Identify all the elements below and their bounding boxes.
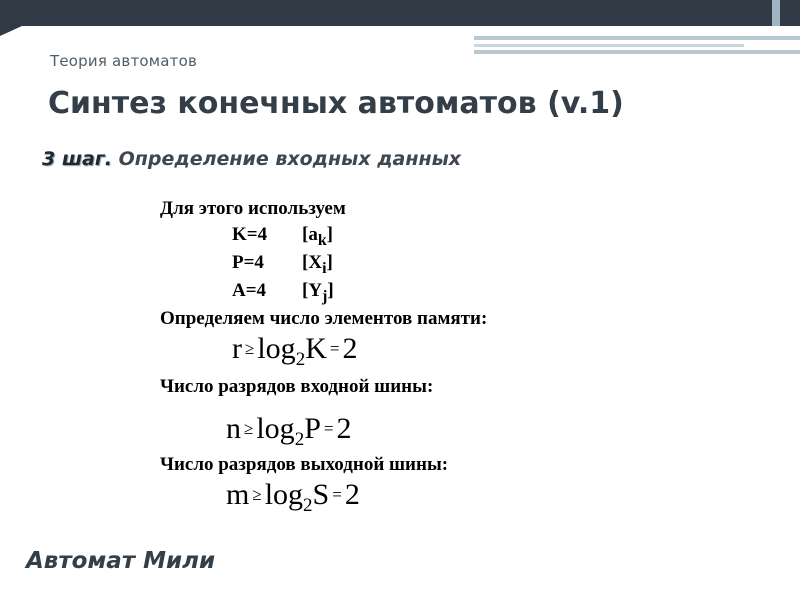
output-formula: $m \ge \log_2S = 2$	[226, 478, 360, 516]
output-label: Число разрядов выходной шины:	[160, 454, 449, 475]
input-formula: $n \ge \log_2P = 2$	[226, 412, 352, 450]
intro-text: Для этого используем	[160, 198, 346, 219]
param-bracket: $[a_k]$	[302, 224, 333, 249]
deco-line	[474, 44, 744, 47]
memory-formula: $r \ge \log_2K = 2$	[232, 332, 358, 370]
step-text: Определение входных данных	[118, 148, 462, 170]
param-bracket: $[Y_j]$	[302, 280, 334, 305]
slide-subtitle: Теория автоматов	[50, 52, 198, 70]
input-label: Число разрядов входной шины:	[160, 376, 434, 397]
banner-notch	[0, 26, 22, 36]
deco-line	[474, 36, 800, 40]
footer-caption: Автомат Мили	[26, 548, 216, 574]
banner-stripe	[772, 0, 780, 26]
param-bracket: $[X_i]$	[302, 252, 333, 277]
param-name: A=4	[232, 280, 267, 301]
step-number: 3 шаг.	[42, 148, 112, 170]
param-name: P=4	[232, 252, 264, 273]
slide-title: Синтез конечных автоматов (v.1)	[48, 86, 624, 121]
memory-label: Определяем число элементов памяти:	[160, 308, 488, 329]
param-row	[232, 280, 334, 306]
param-name: K=4	[232, 224, 268, 245]
param-row	[232, 224, 333, 250]
deco-line	[474, 50, 800, 54]
step-heading	[42, 148, 461, 170]
param-row	[232, 252, 333, 278]
top-banner	[0, 0, 800, 26]
